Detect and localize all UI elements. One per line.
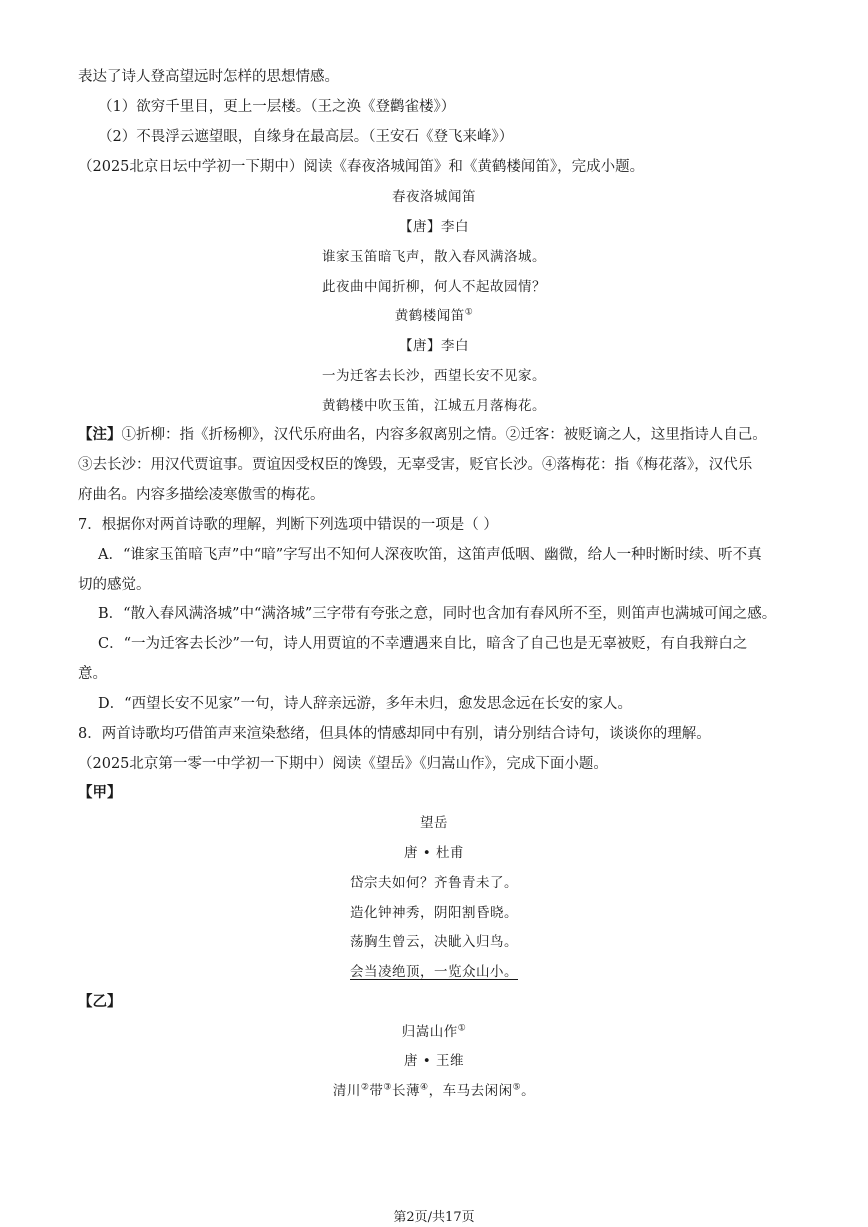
yi-text-p5: 。 [521, 1083, 536, 1099]
jia-line4: 会当凌绝顶，一览众山小。 [350, 964, 518, 980]
poem2-title: 黄鹤楼闻笛 [394, 308, 465, 324]
note-line1 [78, 425, 767, 445]
question-7-stem: 7．根据你对两首诗歌的理解，判断下列选项中错误的一项是（ ） [78, 517, 498, 533]
poem2-title-row [0, 306, 868, 326]
source-1: （2025北京日坛中学初一下期中）阅读《春夜洛城闻笛》和《黄鹤楼闻笛》，完成小题。 [78, 159, 645, 175]
yi-mark-3: ③ [383, 1082, 392, 1093]
intro-text: 表达了诗人登高望远时怎样的思想情感。 [78, 69, 339, 85]
note-text1: ①折柳：指《折杨柳》，汉代乐府曲名，内容多叙离别之情。②迁客：被贬谪之人，这里指诗人自己。 [121, 427, 767, 443]
jia-author: 唐 • 杜甫 [403, 845, 465, 861]
jia-label: 【甲】 [78, 784, 122, 801]
yi-title-row [0, 1022, 868, 1042]
option-b: B．“散入春风满洛城”中“满洛城”三字带有夸张之意，同时也含加有春风所不至，则笛声也满城可闻之感。 [98, 606, 777, 622]
yi-text-p4: ，车马去闲闲 [428, 1083, 513, 1099]
yi-mark-2: ② [360, 1082, 370, 1093]
jia-line3: 荡胸生曾云，决眦入归鸟。 [350, 934, 518, 950]
poem2-line1: 一为迁客去长沙，西望长安不见家。 [322, 368, 546, 384]
note-line3: 府曲名。内容多描绘凌寒傲雪的梅花。 [78, 487, 325, 503]
poem1-title: 春夜洛城闻笛 [392, 189, 476, 205]
quote-2: （2）不畏浮云遮望眼，自缘身在最高层。（王安石《登飞来峰》） [98, 129, 514, 145]
yi-text-p2: 带 [369, 1083, 384, 1099]
option-c-line1: C．“一为迁客去长沙”一句，诗人用贾谊的不幸遭遇来自比，暗含了自己也是无辜被贬，有自我辩白之 [98, 636, 748, 652]
poem2-line2: 黄鹤楼中吹玉笛，江城五月落梅花。 [322, 398, 546, 414]
option-a-line2: 切的感觉。 [78, 577, 151, 593]
yi-title: 归嵩山作 [401, 1024, 458, 1040]
jia-line2: 造化钟神秀，阴阳割昏晓。 [350, 905, 518, 921]
note-label: 【注】 [78, 426, 122, 443]
yi-text-p3: 长薄 [392, 1083, 420, 1099]
poem1-author: 【唐】李白 [399, 219, 469, 235]
option-a-line1: A．“谁家玉笛暗飞声”中“暗”字写出不知何人深夜吹笛，这笛声低咽、幽微，给人一种时断时续、听不真 [98, 547, 762, 563]
question-8: 8．两首诗歌均巧借笛声来渲染愁绪，但具体的情感却同中有别，请分别结合诗句，谈谈你的理解。 [78, 726, 711, 742]
note-line2: ③去长沙：用汉代贾谊事。贾谊因受权臣的馋毁，无辜受害，贬官长沙。④落梅花：指《梅花落》，汉代乐 [78, 457, 753, 473]
poem1-line1: 谁家玉笛暗飞声，散入春风满洛城。 [322, 249, 546, 265]
yi-mark-5: ⑤ [512, 1082, 522, 1093]
quote-1: （1）欲穷千里目，更上一层楼。（王之涣《登鹳雀楼》） [98, 99, 456, 115]
poem2-author: 【唐】李白 [399, 338, 469, 354]
yi-line1 [0, 1081, 868, 1101]
yi-title-mark: ① [457, 1023, 467, 1034]
page-number: 第2页/共17页 [393, 1210, 475, 1225]
poem2-title-mark: ① [464, 307, 474, 318]
yi-author: 唐 • 王维 [403, 1053, 465, 1069]
jia-title: 望岳 [420, 815, 448, 831]
poem1-line2: 此夜曲中闻折柳，何人不起故园情？ [322, 279, 546, 295]
yi-text-p1: 清川 [332, 1083, 361, 1099]
jia-line4-row [0, 962, 868, 982]
option-d: D．“西望长安不见家”一句，诗人辞亲远游，多年未归，愈发思念远在长安的家人。 [98, 696, 632, 712]
source-2: （2025北京第一零一中学初一下期中）阅读《望岳》《归嵩山作》，完成下面小题。 [78, 756, 608, 772]
yi-mark-4: ④ [420, 1082, 429, 1093]
jia-line1: 岱宗夫如何？齐鲁青未了。 [350, 875, 518, 891]
yi-label: 【乙】 [78, 993, 122, 1010]
option-c-line2: 意。 [78, 666, 107, 682]
